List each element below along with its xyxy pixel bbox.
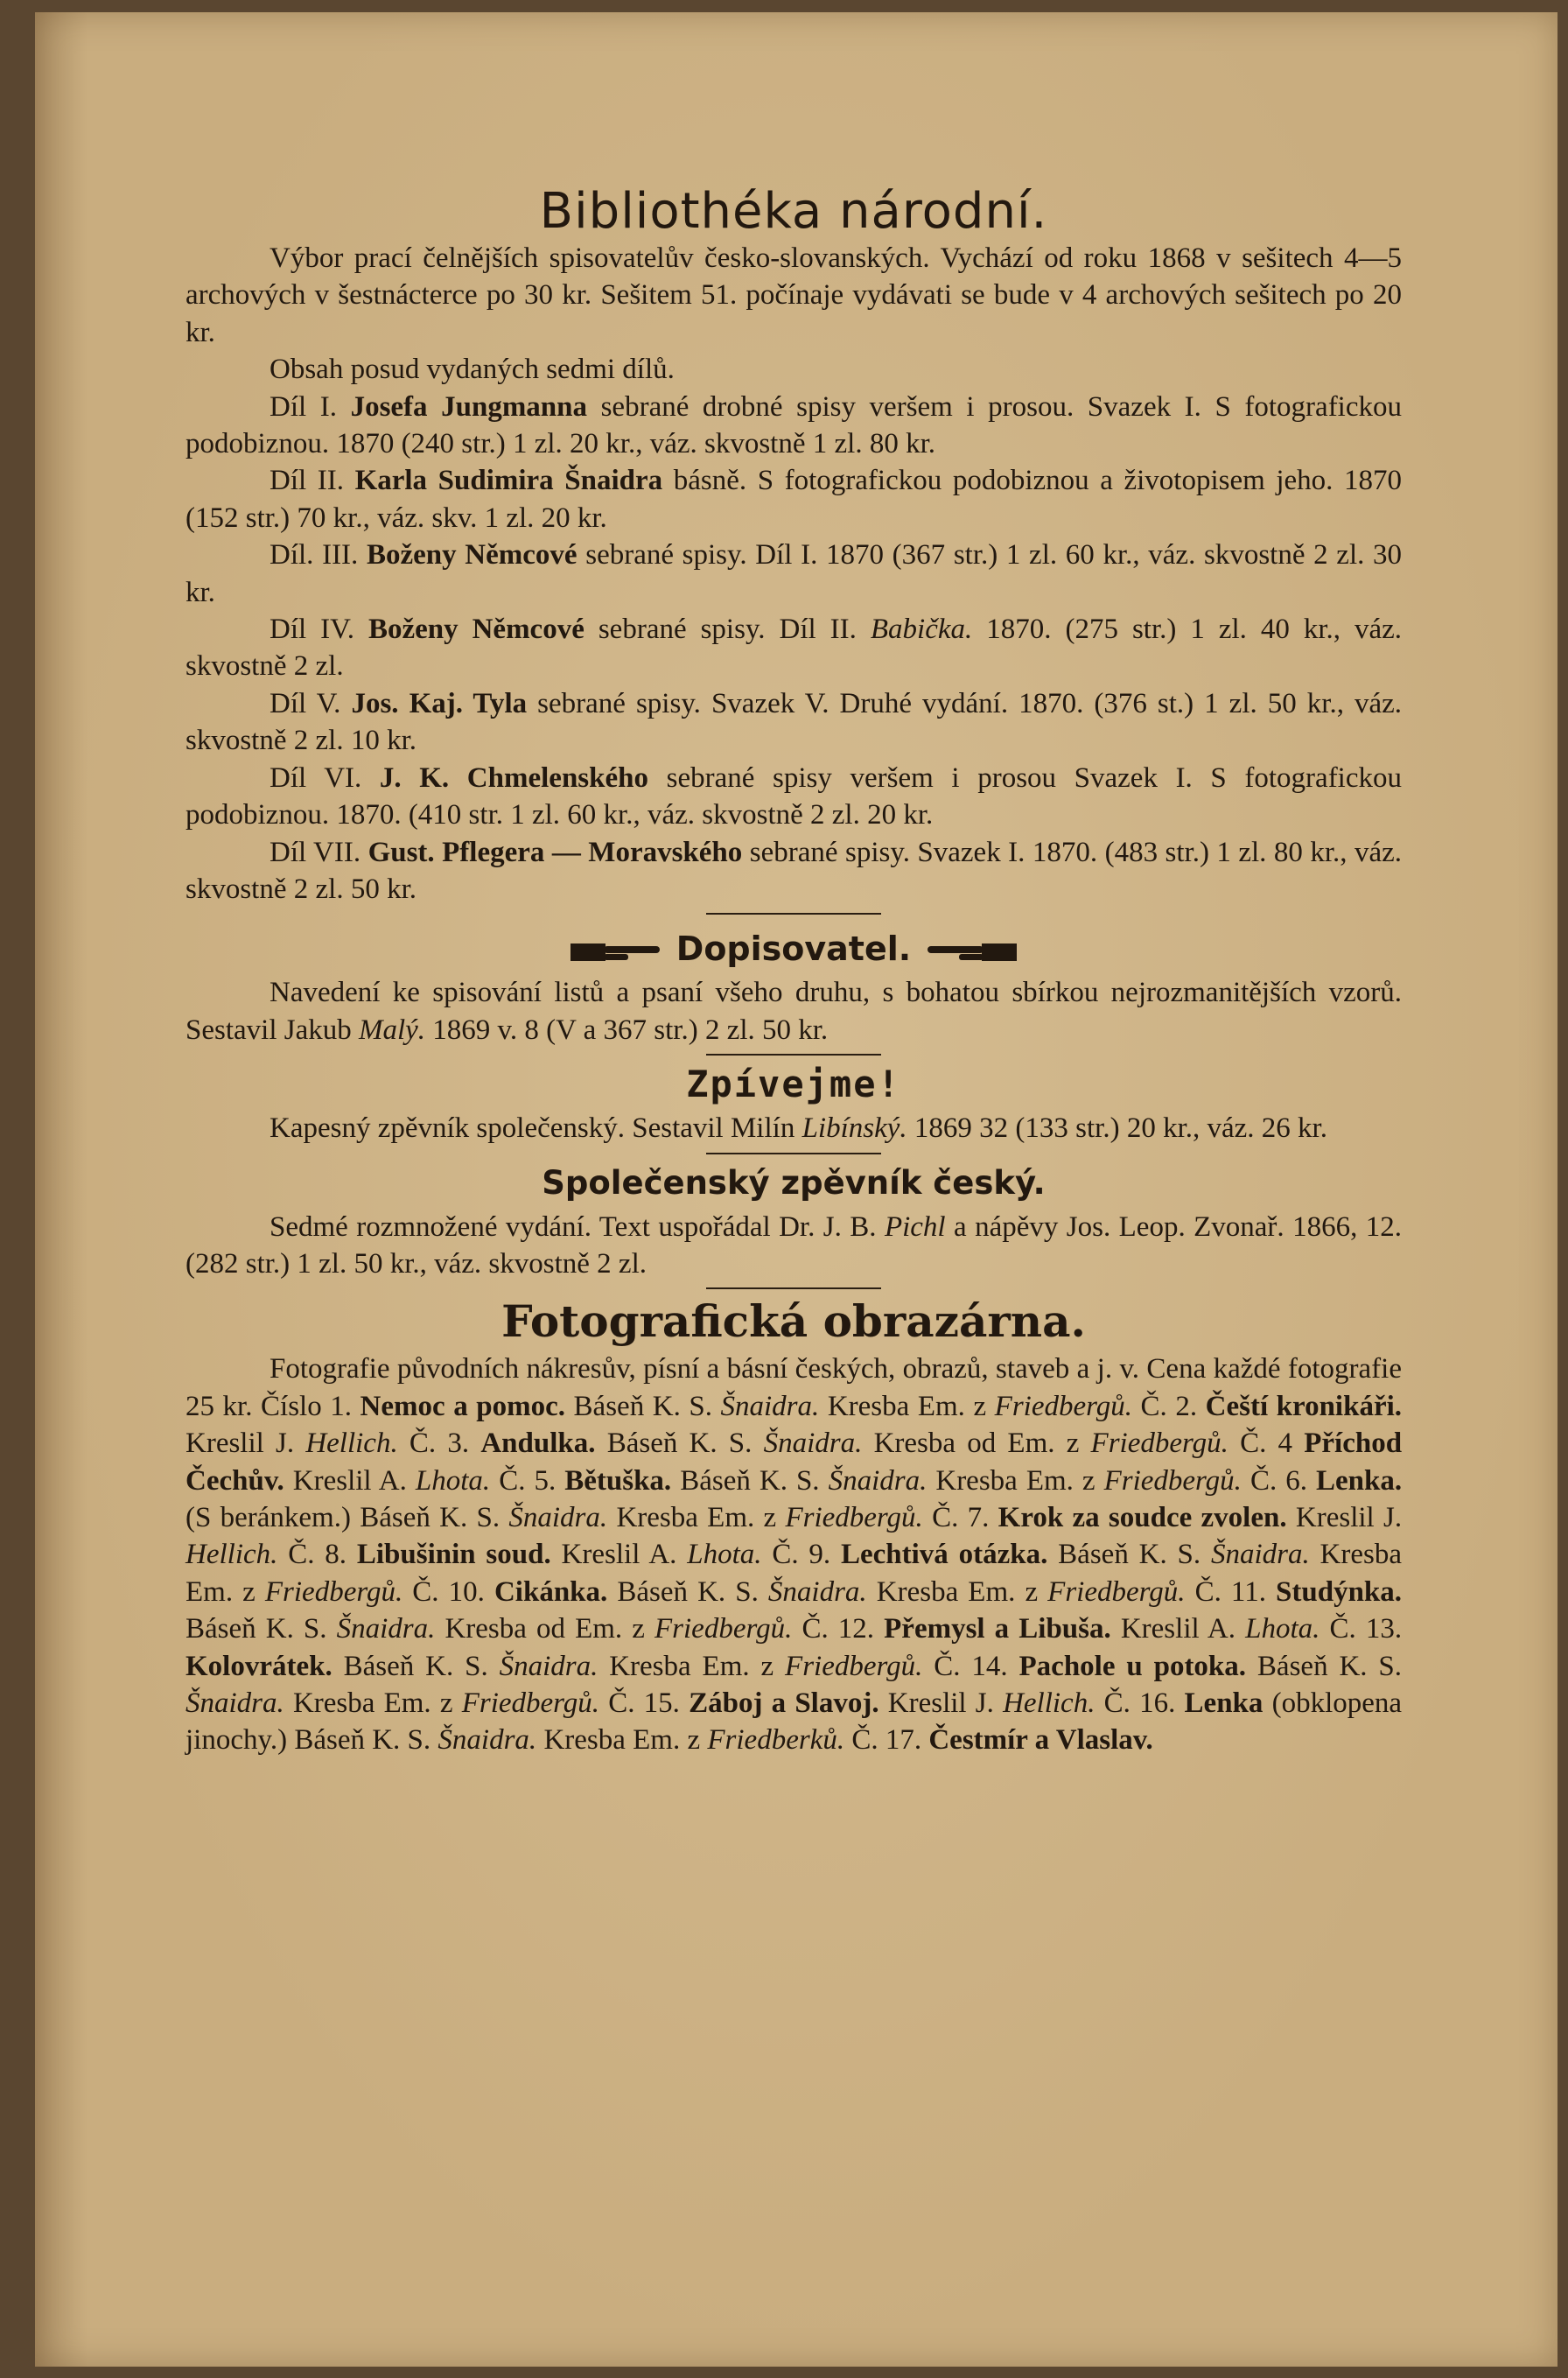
photo-number: Č. 12. bbox=[802, 1613, 875, 1645]
photo-title: Nemoc a pomoc. bbox=[360, 1390, 565, 1422]
zpevnik-text bbox=[186, 1209, 1402, 1283]
volume-text: sebrané spisy. Díl II. bbox=[598, 614, 857, 646]
photo-credit-name: Friedbergů. bbox=[785, 1501, 923, 1533]
photo-credit: Kreslil A. bbox=[292, 1464, 407, 1497]
volume-entry bbox=[186, 611, 1402, 685]
section-divider bbox=[706, 1287, 881, 1289]
volume-text: 1870. (275 str.) 1 zl. 40 kr., váz. skvostně 2 zl. bbox=[186, 614, 1403, 683]
volume-label: Díl. III. bbox=[270, 539, 359, 572]
photo-number: Č. 2. bbox=[1140, 1390, 1198, 1422]
photo-credit: Báseň K. S. bbox=[1256, 1650, 1403, 1682]
photo-title: Lenka bbox=[1184, 1687, 1264, 1719]
photo-credit-name: Friedbergů. bbox=[654, 1613, 793, 1645]
zpivejme-text-b: 1869 32 (133 str.) 20 kr., váz. 26 kr. bbox=[914, 1112, 1327, 1145]
volume-entry bbox=[186, 834, 1402, 908]
book-page bbox=[35, 12, 1558, 2367]
zpivejme-heading: Zpívejme! bbox=[686, 1063, 901, 1106]
photo-number: Č. 14. bbox=[934, 1650, 1008, 1682]
zpivejme-author: Libínský. bbox=[802, 1112, 907, 1145]
photo-credit: Kreslil J. bbox=[887, 1687, 994, 1719]
section-divider bbox=[706, 913, 881, 915]
page-title: Bibliothéka národní. bbox=[539, 183, 1048, 240]
photo-title: Pachole u potoka. bbox=[1018, 1650, 1247, 1682]
volume-label: Díl V. bbox=[270, 687, 341, 719]
photo-number: Č. 15. bbox=[608, 1687, 680, 1719]
photo-credit: Kreslil A. bbox=[561, 1539, 677, 1571]
section-divider bbox=[706, 1153, 881, 1154]
photo-title: Libušinin soud. bbox=[356, 1539, 551, 1571]
photo-credit-name: Šnaidra. bbox=[508, 1501, 608, 1533]
photo-item bbox=[410, 1428, 1240, 1459]
photo-credit-name: Lhota. bbox=[415, 1464, 491, 1497]
photo-credit: Kresba od Em. z bbox=[873, 1428, 1080, 1460]
volume-author: Gust. Pflegera — Moravského bbox=[368, 836, 743, 868]
photo-credit-name: Hellich. bbox=[1003, 1687, 1096, 1719]
photo-item bbox=[499, 1465, 1250, 1497]
dopisovatel-text-a: Navedení ke spisování listů a psaní všeho druhu, s bohatou sbírkou nejrozmanitějších vzorů. Sestavil Jakub bbox=[186, 977, 1402, 1046]
photo-number: Č. 11. bbox=[1194, 1575, 1266, 1608]
photo-number: Č. 6. bbox=[1250, 1464, 1307, 1497]
photo-credit: Kresba Em. z bbox=[609, 1650, 774, 1682]
photo-credit-name: Šnaidra. bbox=[720, 1390, 820, 1422]
photo-credit-name: Šnaidra. bbox=[1210, 1539, 1310, 1571]
photo-credit: Kresba Em. z bbox=[292, 1687, 453, 1719]
volume-author: Boženy Němcové bbox=[366, 539, 578, 572]
obrazarna-heading: Fotografická obrazárna. bbox=[501, 1295, 1086, 1348]
photo-credit-name: Šnaidra. bbox=[828, 1464, 928, 1497]
photo-title: Studýnka. bbox=[1276, 1575, 1403, 1608]
photo-number: Č. 16. bbox=[1103, 1687, 1176, 1719]
photo-title: Příchod Čechův. bbox=[186, 1428, 1403, 1497]
photo-credit-name: Friedbergů. bbox=[461, 1687, 600, 1719]
photo-credit: Kresba Em. z bbox=[616, 1501, 777, 1533]
photo-credit-name: Friedberků. bbox=[707, 1724, 845, 1757]
photo-credit-name: Lhota. bbox=[1245, 1613, 1320, 1645]
photo-title: Lenka. bbox=[1315, 1464, 1403, 1497]
dopisovatel-author: Malý. bbox=[358, 1014, 426, 1046]
photo-item bbox=[802, 1613, 1329, 1645]
photo-title: Lechtivá otázka. bbox=[840, 1539, 1048, 1571]
intro-paragraph: Výbor prací čelnějších spisovatelův česko-slovanských. Vychází od roku 1868 v sešitech 4—5 archových v šestnácterce po 30 kr. Sešitem 51. počínaje vydávati se bude v 4 archových sešitech po 20 kr. bbox=[186, 242, 1402, 348]
volume-entry bbox=[186, 685, 1402, 760]
photo-title: Kolovrátek. bbox=[186, 1650, 332, 1682]
photo-number: Číslo 1. bbox=[261, 1390, 352, 1422]
photo-credit-name: Friedbergů. bbox=[1103, 1464, 1242, 1497]
zpevnik-heading: Společenský zpěvník český. bbox=[542, 1163, 1046, 1202]
photo-credit: Báseň K. S. bbox=[680, 1464, 820, 1497]
volume-author: J. K. Chmelenského bbox=[379, 761, 648, 794]
photo-credit-name: Šnaidra. bbox=[763, 1428, 863, 1460]
photo-title: Andulka. bbox=[480, 1428, 596, 1460]
photo-credit: Kreslil J. bbox=[186, 1428, 295, 1460]
photo-number: Č. 17. bbox=[851, 1724, 922, 1757]
photo-credit: Kresba od Em. z bbox=[444, 1613, 645, 1645]
contents-heading: Obsah posud vydaných sedmi dílů. bbox=[270, 354, 675, 386]
zpivejme-text bbox=[186, 1110, 1402, 1147]
volume-list bbox=[186, 389, 1402, 908]
volume-entry bbox=[186, 389, 1402, 463]
photo-credit: Kresba Em. z bbox=[543, 1724, 701, 1757]
dopisovatel-title: Dopisovatel. bbox=[676, 929, 912, 969]
dopisovatel-text-b: 1869 v. 8 (V a 367 str.) 2 zl. 50 kr. bbox=[432, 1014, 829, 1046]
volume-label: Díl II. bbox=[270, 465, 344, 497]
page-content bbox=[186, 184, 1402, 1759]
photo-credit: Kreslil J. bbox=[1295, 1501, 1403, 1533]
photo-credit: Báseň K. S. bbox=[606, 1428, 752, 1460]
photo-credit: Kresba Em. z bbox=[876, 1575, 1039, 1608]
obrazarna-intro: Fotografie původních nákresův, písní a básní českých, obrazů, staveb a j. v. Cena každé fotografie 25 kr. bbox=[186, 1353, 1402, 1422]
obrazarna-text bbox=[186, 1350, 1402, 1758]
photo-credit-name: Šnaidra. bbox=[186, 1687, 284, 1719]
photo-credit-name: Šnaidra. bbox=[438, 1724, 537, 1757]
photo-credit-name: Friedbergů. bbox=[1047, 1575, 1186, 1608]
photo-credit: Kreslil A. bbox=[1120, 1613, 1236, 1645]
photo-credit-name: Šnaidra. bbox=[499, 1650, 598, 1682]
photo-credit-name: Lhota. bbox=[687, 1539, 762, 1571]
photo-title: Cikánka. bbox=[494, 1575, 608, 1608]
dopisovatel-text bbox=[186, 974, 1402, 1049]
zpevnik-text-b: a nápěvy Jos. Leop. Zvonař. 1866, 12. (282 str.) 1 zl. 50 kr., váz. skvostně 2 zl. bbox=[186, 1210, 1402, 1280]
photo-item bbox=[261, 1391, 1141, 1422]
volume-author: Karla Sudimira Šnaidra bbox=[354, 465, 663, 497]
photo-item bbox=[288, 1539, 772, 1570]
photo-credit-name: Friedbergů. bbox=[994, 1390, 1132, 1422]
photo-title: Čeští kronikáři. bbox=[1205, 1390, 1403, 1422]
photo-number: Č. 13. bbox=[1329, 1613, 1403, 1645]
photo-credit-name: Šnaidra. bbox=[336, 1613, 436, 1645]
photo-credit: Kresba Em. z bbox=[827, 1390, 987, 1422]
pointing-hand-left-icon bbox=[922, 938, 1018, 965]
volume-entry bbox=[186, 462, 1402, 537]
photo-number: Č. 8. bbox=[288, 1539, 347, 1571]
photo-credit: (S beránkem.) Báseň K. S. bbox=[186, 1501, 500, 1533]
volume-title-italic: Babička. bbox=[870, 614, 973, 646]
volume-text: sebrané spisy. Díl I. 1870 (367 str.) 1 zl. 60 kr., váz. skvostně 2 zl. 30 kr. bbox=[186, 539, 1403, 608]
photo-credit: Kresba Em. z bbox=[186, 1539, 1402, 1608]
pointing-hand-right-icon bbox=[569, 938, 665, 965]
volume-text: sebrané spisy. Svazek I. 1870. (483 str.) 1 zl. 80 kr., váz. skvostně 2 zl. 50 kr. bbox=[186, 836, 1403, 905]
zpivejme-text-a: Kapesný zpěvník společenský. Sestavil Milín bbox=[270, 1112, 795, 1145]
photo-number: Č. 3. bbox=[409, 1428, 470, 1460]
photo-credit: Báseň K. S. bbox=[186, 1613, 327, 1645]
volume-text: sebrané spisy. Svazek V. Druhé vydání. 1870. (376 st.) 1 zl. 50 kr., váz. skvostně 2 zl. 10 kr. bbox=[186, 687, 1403, 757]
photo-number: Č. 10. bbox=[412, 1575, 485, 1608]
photo-credit: (obklopena jinochy.) Báseň K. S. bbox=[186, 1687, 1403, 1757]
photo-title: Záboj a Slavoj. bbox=[689, 1687, 879, 1719]
photo-credit-name: Friedbergů. bbox=[264, 1575, 403, 1608]
photo-credit: Kresba Em. z bbox=[935, 1464, 1096, 1497]
dopisovatel-heading bbox=[186, 923, 1402, 974]
volume-author: Boženy Němcové bbox=[368, 614, 584, 646]
photo-credit-name: Friedbergů. bbox=[785, 1650, 923, 1682]
photo-item bbox=[851, 1724, 1152, 1756]
photo-credit-name: Hellich. bbox=[305, 1428, 398, 1460]
photo-credit: Báseň K. S. bbox=[1058, 1539, 1201, 1571]
photo-title: Bětuška. bbox=[564, 1464, 672, 1497]
volume-text: sebrané drobné spisy veršem i prosou. Svazek I. S fotografickou podobiznou. 1870 (240 str.) 1 zl. 20 kr., váz. skvostně 1 zl. 80 kr. bbox=[186, 390, 1403, 460]
obrazarna-items bbox=[186, 1391, 1402, 1757]
photo-item bbox=[412, 1576, 1194, 1608]
volume-label: Díl VII. bbox=[270, 836, 361, 868]
photo-number: Č. 7. bbox=[932, 1501, 990, 1533]
photo-title: Přemysl a Libuša. bbox=[884, 1613, 1111, 1645]
photo-number: Č. 5. bbox=[499, 1464, 556, 1497]
photo-credit-name: Friedbergů. bbox=[1090, 1428, 1228, 1460]
photo-number: Č. 4 bbox=[1240, 1428, 1293, 1460]
zpevnik-text-a: Sedmé rozmnožené vydání. Text uspořádal Dr. J. B. bbox=[270, 1210, 877, 1243]
photo-credit-name: Šnaidra. bbox=[767, 1575, 867, 1608]
zpevnik-author: Pichl bbox=[884, 1210, 946, 1243]
volume-label: Díl IV. bbox=[270, 614, 354, 646]
volume-author: Josefa Jungmanna bbox=[350, 390, 588, 423]
volume-author: Jos. Kaj. Tyla bbox=[351, 687, 528, 719]
section-divider bbox=[706, 1054, 881, 1056]
photo-credit-name: Hellich. bbox=[186, 1539, 278, 1571]
photo-credit: Báseň K. S. bbox=[617, 1575, 759, 1608]
photo-number: Č. 9. bbox=[772, 1539, 831, 1571]
photo-title: Krok za soudce zvolen. bbox=[998, 1501, 1287, 1533]
volume-label: Díl VI. bbox=[270, 761, 362, 794]
volume-entry bbox=[186, 760, 1402, 834]
photo-item bbox=[608, 1687, 1103, 1719]
photo-credit: Báseň K. S. bbox=[573, 1390, 712, 1422]
photo-title: Čestmír a Vlaslav. bbox=[928, 1724, 1153, 1757]
volume-entry bbox=[186, 537, 1402, 611]
volume-label: Díl I. bbox=[270, 390, 337, 423]
photo-credit: Báseň K. S. bbox=[343, 1650, 488, 1682]
volume-text: básně. S fotografickou podobiznou a životopisem jeho. 1870 (152 str.) 70 kr., váz. skv. 1 zl. 20 kr. bbox=[186, 465, 1403, 534]
volume-text: sebrané spisy veršem i prosou Svazek I. S fotografickou podobiznou. 1870. (410 str. 1 zl. 60 kr., váz. skvostně 2 zl. 20 kr. bbox=[186, 761, 1403, 831]
